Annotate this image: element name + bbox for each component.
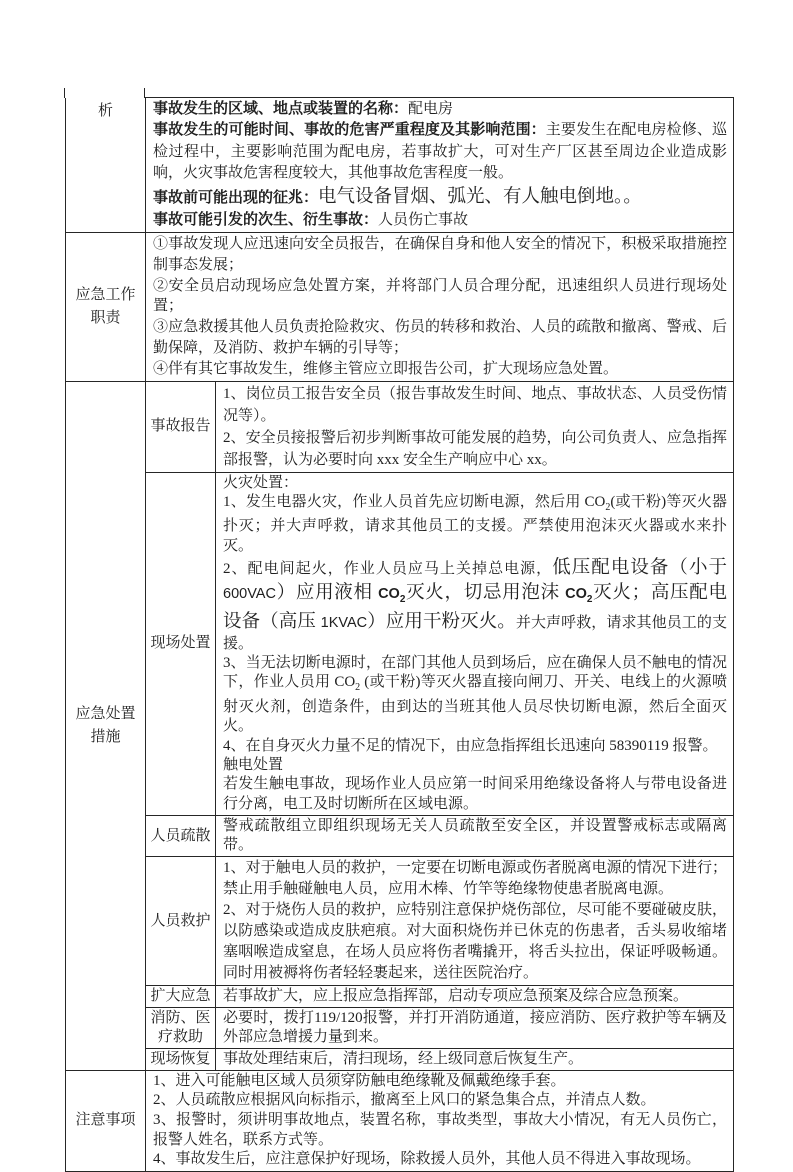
row-label-duties: 应急工作职责 [66,233,146,382]
text-segment: 1KVAC [320,614,368,631]
text-segment: 3、报警时，须讲明事故地点，装置名称，事故类型，事故大小情况，有无人员伤亡，报警人姓名，联系方式等。 [153,1111,727,1148]
paragraph [153,210,727,231]
subrow-label-personnel-rescue: 人员救护 [146,857,216,985]
paragraph [223,474,727,493]
text-segment: ）应用液相 [275,583,379,604]
text-segment: 1、岗位员工报告安全员（报告事故发生时间、地点、事故状态、人员受伤情况等）。 [223,385,727,424]
text-segment: 必要时，拨打119/120报警，并打开消防通道，接应消防、医疗救护等车辆及外部应急增援力量到来。 [223,1009,727,1045]
subrow-label-evacuation: 人员疏散 [146,816,216,857]
text-segment: ①事故发现人应迅速向安全员报告，在确保自身和他人安全的情况下，积极采取措施控制事态发展； [153,236,727,273]
text-segment: 事故发生的区域、地点或装置的名称： [153,101,409,117]
paragraph [223,775,727,814]
text-segment: 2、人员疏散应根据风向标指示，撤离至上风口的紧急集合点，并清点人数。 [153,1092,656,1109]
text-segment: 600VAC [223,586,276,603]
paragraph [223,654,727,737]
text-segment: 4、在自身灭火力量不足的情况下，由应急指挥组长迅速向 58390119 报警。 [223,737,718,754]
text-segment: 事故发生的可能时间、事故的危害严重程度及其影响范围： [153,122,546,139]
subrow-label-accident-report: 事故报告 [146,381,216,472]
text-segment: 警戒疏散组立即组织现场无关人员疏散至安全区，并设置警戒标志或隔离带。 [223,818,727,854]
text-segment: (或干粉)等灭火器直接向闸刀、开关、电线上的火源喷射灭火剂，创造条件，由到达的当班其他人员尽快切断电源，然后全面灭火。 [223,674,727,735]
cell-notes-content [146,1070,734,1171]
text-segment: 事故可能引发的次生、衍生事故： [153,211,379,228]
cell-personnel-rescue-content [216,857,734,985]
paragraph [223,427,727,471]
text-segment: 2、配电间起火，作业人员应马上关掉总电源， [223,561,553,578]
text-segment: 配电房 [408,101,454,117]
text-segment: 灭火，切忌用泡沫 [405,583,566,604]
subrow-label-site-recovery: 现场恢复 [146,1048,216,1070]
text-segment: ④伴有其它事故发生，维修主管应立即报告公司，扩大现场应急处置。 [153,360,619,377]
paragraph [153,1072,727,1092]
text-segment: 2 [399,594,406,606]
paragraph [153,185,727,210]
text-segment: CO [378,586,400,603]
paragraph [153,359,727,380]
paragraph [223,1050,727,1069]
text-segment: 4、事故发生后，应注意保护好现场，除救援人员外，其他人员不得进入事故现场。 [153,1151,701,1168]
text-segment: 事故前可能出现的征兆： [153,189,319,206]
row-label-notes: 注意事项 [66,1070,146,1171]
cell-escalation-content [216,985,734,1007]
paragraph [153,317,727,359]
row-label-measures: 应急处置措施 [66,381,146,1070]
text-segment: 2、安全员接报警后初步判断事故可能发展的趋势，向公司负责人、应急指挥部报警，认为必要时向 xxx 安全生产响应中心 xx。 [223,429,727,468]
text-segment: 2 [586,594,593,606]
text-segment: 主要发生在配电房检修、巡检过程中，主要影响范围为配电房，若事故扩大，可对生产厂区甚至周边企业造成影响，火灾事故危害程度较大，其他事故危害程度一般。 [153,122,727,182]
paragraph [223,756,727,775]
text-segment: 电气设备冒烟、弧光、有人触电倒地。。 [318,186,642,207]
cell-evacuation-content [216,816,734,857]
paragraph [223,383,727,427]
subrow-label-fire-medical-aid: 消防、医疗救助 [146,1007,216,1048]
text-segment: 2 [605,502,611,514]
text-segment: 低压配电设备（小于 [552,558,727,579]
text-segment: 触电处置 [223,757,284,774]
cell-onsite-response-content [216,472,734,816]
text-segment: 火灾处置： [223,474,299,491]
paragraph [223,900,727,984]
paragraph [153,120,727,184]
text-segment: CO [565,586,587,603]
emergency-response-table [65,97,734,1172]
subrow-label-onsite-response: 现场处置 [146,472,216,816]
text-segment: 2、对于烧伤人员的救护，应特别注意保护烧伤部位，尽可能不要碰破皮肤，以防感染或造成皮肤疤痕。对大面积烧伤并已休克的伤患者，舌头易收缩堵塞咽喉造成窒息，在场人员应将伤者嘴撬开，将舌头拉出，保证呼吸畅通。同时用被褥将伤者轻轻裹起来，送往医院治疗。 [223,902,727,981]
paragraph [223,737,727,756]
text-segment: 2 [355,682,361,694]
text-segment: ②安全员启动现场应急处置方案，并将部门人员合理分配，迅速组织人员进行现场处置； [153,277,727,315]
text-segment: 3、当无法切断电源时，在部门其他人员到场后，应在确保人员不触电的情况下，作业人员用 CO [223,655,727,691]
text-segment: 事故处理结束后，清扫现场，经上级同意后恢复生产。 [223,1050,584,1067]
text-segment: 并大声呼救，请求其他员工的支援。 [223,614,727,652]
cell-site-recovery-content [216,1048,734,1070]
paragraph [223,987,727,1006]
text-segment: 1、进入可能触电区域人员须穿防触电绝缘靴及佩戴绝缘手套。 [153,1072,566,1089]
text-segment: 若发生触电事故，现场作业人员应第一时间采用绝缘设备将人与带电设备进行分离，电工及时切断所在区域电源。 [223,776,727,812]
text-segment: 若事故扩大，应上报应急指挥部，启动专项应急预案及综合应急预案。 [223,987,689,1004]
paragraph [153,234,727,276]
paragraph [153,1150,727,1170]
paragraph [223,556,727,654]
cell-duties-content [146,233,734,382]
cell-accident-report-content [216,381,734,472]
text-segment: 灭火；高压配电设备（高压 [223,583,727,632]
text-segment: ）应用干粉灭火。 [367,611,516,632]
subrow-label-escalation: 扩大应急 [146,985,216,1007]
cell-fire-medical-aid-content [216,1007,734,1048]
paragraph [153,99,727,120]
row-label-analysis: 析 [66,98,146,233]
paragraph [223,858,727,900]
text-segment: 1、对于触电人员的救护，一定要在切断电源或伤者脱离电源的情况下进行；禁止用手触碰触电人员，应用木棒、竹竿等绝缘物使患者脱离电源。 [223,860,727,898]
paragraph [223,817,727,855]
text-segment: ③应急救援其他人员负责抢险救灾、伤员的转移和救治、人员的疏散和撤离、警戒、后勤保障，及消防、救护车辆的引导等； [153,319,727,357]
paragraph [223,493,727,556]
paragraph [223,1009,727,1047]
cell-analysis-content [146,98,734,233]
paragraph [153,1091,727,1111]
text-segment: 人员伤亡事故 [378,211,469,228]
text-segment: (或干粉)等灭火器扑灭；并大声呼救，请求其他员工的支援。严禁使用泡沫灭火器或水来扑灭。 [223,494,727,554]
paragraph [153,276,727,318]
text-segment: 1、发生电器火灾，作业人员首先应切断电源，然后用 CO [223,494,606,511]
paragraph [153,1111,727,1150]
